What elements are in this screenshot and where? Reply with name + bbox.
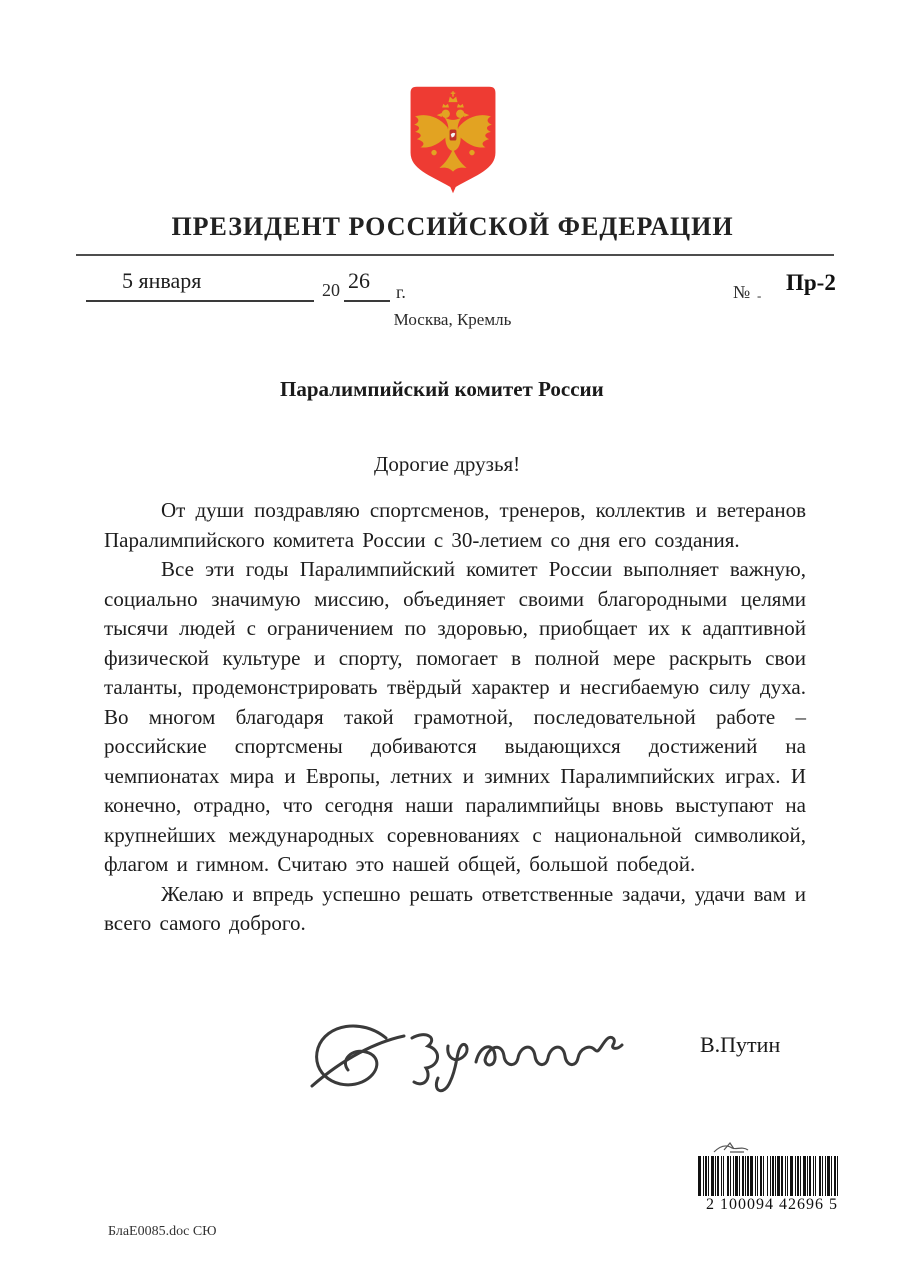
year-century-prefix: 20 [322, 280, 340, 300]
document-title: ПРЕЗИДЕНТ РОССИЙСКОЙ ФЕДЕРАЦИИ [171, 212, 734, 241]
barcode [698, 1156, 838, 1196]
number-dash: - [757, 288, 762, 303]
year-suffix: г. [396, 282, 406, 302]
letter-body [104, 496, 806, 939]
russia-coat-of-arms-icon [405, 84, 501, 196]
barcode-digits: 2 100094 42696 5 [706, 1196, 838, 1213]
date-value: 5 января [122, 268, 202, 293]
footer-doc-code: БлаЕ0085.doc СЮ [108, 1224, 217, 1239]
document-number: Пр-2 [786, 270, 836, 295]
addressee: Паралимпийский комитет России [280, 377, 604, 401]
number-sign: № [733, 282, 751, 302]
date-underline [86, 300, 314, 302]
body-paragraph: Все эти годы Паралимпийский комитет России выполняет важную, социально значимую миссию, объединяет своими благородными целями тысячи людей с ограничением по здоровью, приобщает их к адаптивной физической культуре и спорту, помогает в полной мере раскрыть свои таланты, продемонстрировать твёрдый характер и несгибаемую силу духа. Во многом благодаря такой грамотной, последовательной работе – российские спортсмены добиваются выдающихся достижений на чемпионатах мира и Европы, летних и зимних Паралимпийских играх. И конечно, отрадно, что сегодня наши паралимпийцы вновь выступают на крупнейших международных соревнованиях с национальной символикой, флагом и гимном. Считаю это нашей общей, большой победой. [104, 557, 806, 876]
year-value: 26 [348, 268, 370, 293]
header-rule [76, 254, 834, 256]
year-underline [344, 300, 390, 302]
salutation: Дорогие друзья! [374, 452, 521, 476]
handwritten-signature [295, 1012, 655, 1107]
body-paragraph: Желаю и впредь успешно решать ответственные задачи, удачи вам и всего самого доброго. [104, 881, 806, 935]
signer-name: В.Путин [700, 1032, 781, 1057]
stamp-mark-icon [710, 1140, 752, 1156]
body-paragraph: От души поздравляю спортсменов, тренеров, коллектив и ветеранов Паралимпийского комитета России с 30-летием со дня его создания. [104, 498, 806, 552]
place-line: Москва, Кремль [393, 310, 512, 329]
